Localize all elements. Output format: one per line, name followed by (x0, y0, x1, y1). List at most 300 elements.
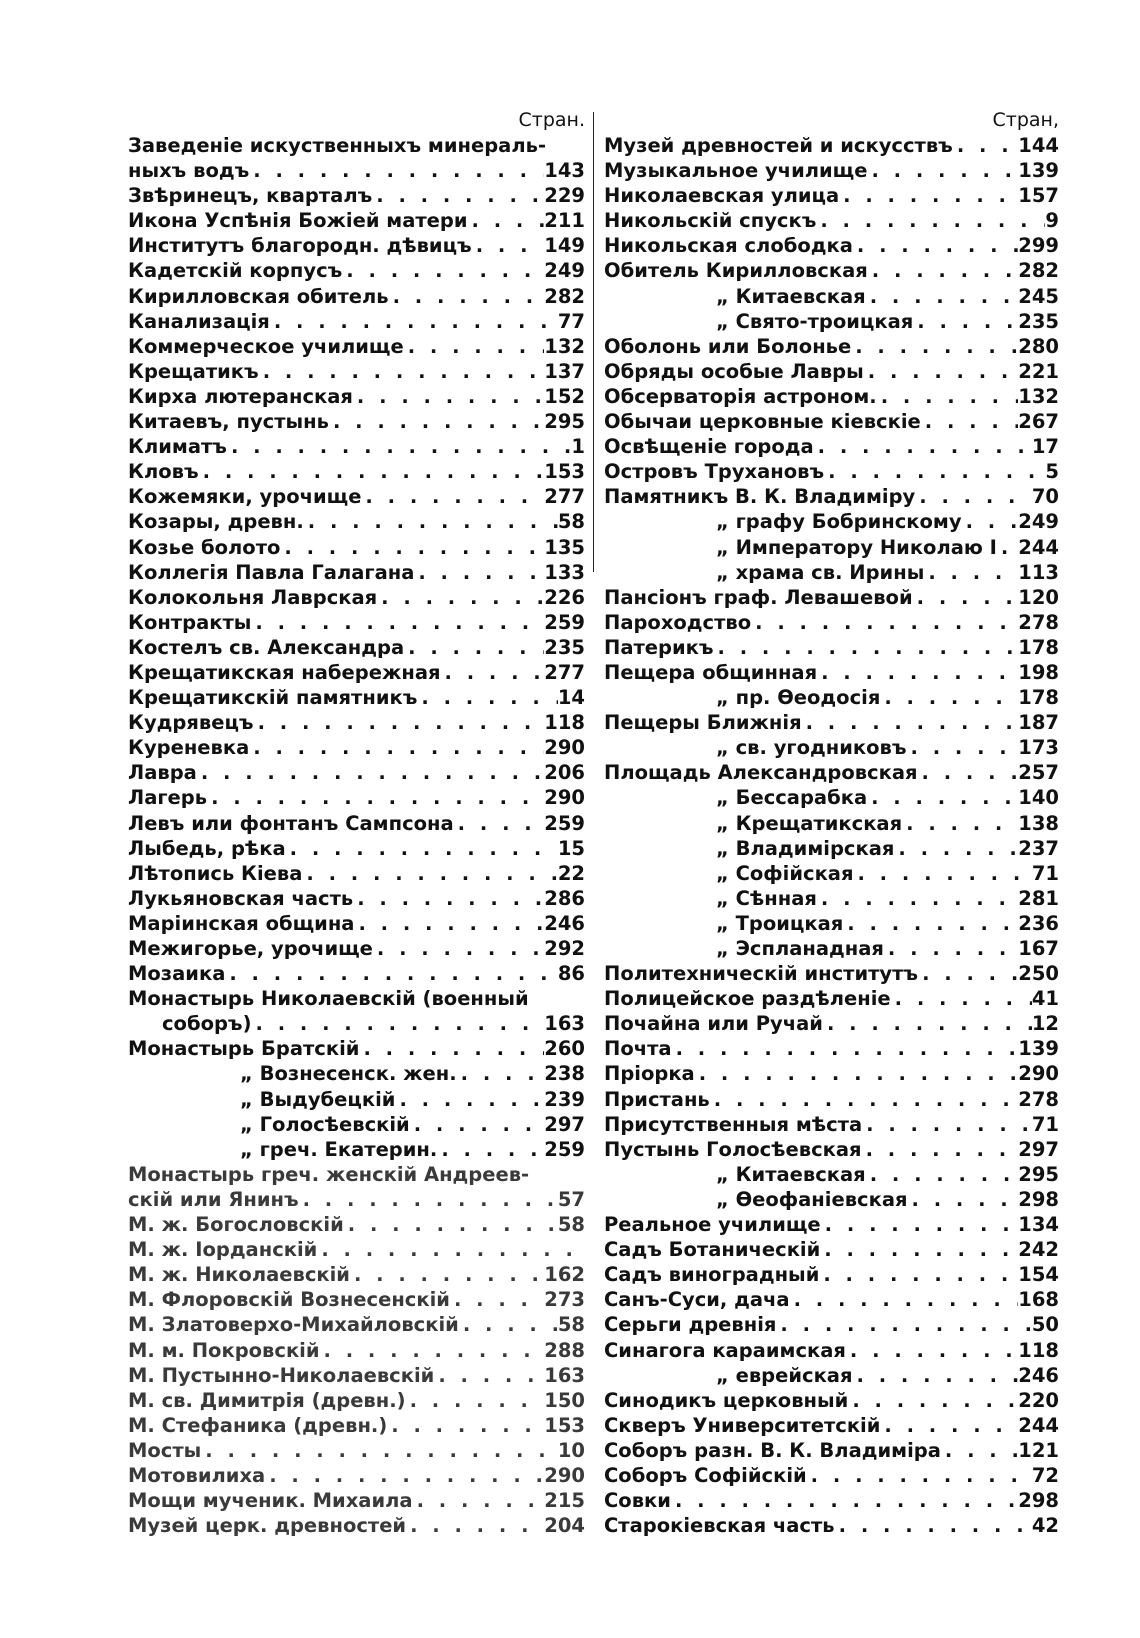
leader-dots (201, 1438, 558, 1463)
index-entry (604, 233, 1059, 258)
index-entry (604, 1036, 1059, 1061)
entry-page-number: 71 (1031, 1112, 1059, 1136)
entry-page-number: 246 (1018, 1363, 1059, 1387)
index-entry (128, 509, 585, 534)
leader-dots (344, 1212, 558, 1237)
index-entry (604, 1312, 1059, 1337)
entry-name: Кудрявецъ (128, 711, 254, 735)
leader-dots (819, 1262, 1018, 1287)
entry-name: „ Софійская (716, 861, 854, 885)
entry-name: „ храма св. Ирины (716, 560, 925, 584)
index-entry (128, 334, 585, 359)
entry-page-number: 50 (1031, 1313, 1059, 1337)
entry-name: Садъ Ботаническій (604, 1238, 821, 1262)
entry-name: М. ж. Богословскій (128, 1213, 344, 1237)
leader-dots (252, 1011, 545, 1036)
entry-name: Николаевская улица (604, 184, 840, 208)
index-entry (128, 635, 585, 660)
leader-dots (862, 1112, 1032, 1137)
entry-page-number: 215 (544, 1489, 585, 1513)
entry-page-number: 259 (544, 1137, 585, 1161)
leader-dots (880, 685, 1018, 710)
entry-page-number: 257 (1018, 761, 1059, 785)
index-entry (128, 610, 585, 635)
entry-name: Реальное училище (604, 1213, 821, 1237)
index-entry (128, 1513, 585, 1538)
leader-dots (199, 459, 545, 484)
index-entry (128, 1413, 585, 1438)
entry-name: Кадетскій корпусъ (128, 259, 343, 283)
index-entry (128, 1212, 585, 1237)
leader-dots (853, 861, 1031, 886)
entry-page-number: 138 (1018, 811, 1059, 835)
entry-name: Серьги древнія (604, 1313, 777, 1337)
index-entry (128, 1162, 585, 1187)
index-entry (604, 459, 1059, 484)
leader-dots (404, 635, 544, 660)
entry-page-number: 178 (1018, 635, 1059, 659)
entry-page-number: 167 (1018, 937, 1059, 960)
entry-name: Лагерь (128, 786, 208, 810)
entry-page-number: 260 (544, 1037, 585, 1061)
index-entry (128, 1187, 585, 1212)
entry-name: М. св. Димитрія (древн.) (128, 1388, 406, 1412)
leader-dots (354, 911, 544, 936)
entry-name: Лыбедь, рѣка (128, 836, 286, 860)
index-entry (604, 409, 1059, 434)
index-entry (604, 334, 1059, 359)
index-entry (604, 1112, 1059, 1137)
entry-name: Кожемяки, урочище (128, 485, 362, 509)
leader-dots (342, 258, 544, 283)
entry-page-number: 226 (544, 585, 585, 609)
index-entry (604, 1438, 1059, 1463)
entry-name: Коммерческое училище (128, 334, 404, 358)
entry-page-number: 162 (544, 1263, 585, 1287)
leader-dots (894, 836, 1018, 861)
entry-page-number: 134 (1018, 1213, 1059, 1237)
leader-dots (997, 535, 1018, 560)
entry-name: Козары, древн. (128, 510, 304, 534)
index-entry (128, 434, 585, 459)
entry-page-number: 278 (1018, 610, 1059, 634)
leader-dots (851, 334, 1018, 359)
entry-page-number: 14 (557, 686, 585, 710)
index-entry (128, 660, 585, 685)
entry-page-number: 273 (544, 1288, 585, 1312)
entry-page-number: 153 (544, 1413, 585, 1437)
index-entry (128, 1312, 585, 1337)
entry-page-number: 17 (1031, 435, 1059, 459)
entry-page-number: 290 (544, 736, 585, 760)
leader-dots (361, 484, 544, 509)
entry-page-number: 298 (1018, 1489, 1059, 1513)
leader-dots (302, 861, 557, 886)
entry-name: Освѣщеніе города (604, 435, 814, 459)
entry-name: М. Стефаника (древн.) (128, 1413, 388, 1437)
leader-dots (843, 911, 1018, 936)
index-entry (604, 183, 1059, 208)
leader-dots (270, 309, 558, 334)
entry-name: „ Крещатикская (716, 811, 903, 835)
entry-page-number: 246 (544, 911, 585, 935)
entry-page-number: 15 (557, 836, 585, 860)
leader-dots (389, 284, 545, 309)
leader-dots (953, 133, 1018, 158)
index-entry (128, 1112, 585, 1137)
leader-dots (817, 886, 1018, 911)
entry-name: „ Троицкая (716, 911, 844, 935)
leader-dots (884, 936, 1018, 961)
entry-page-number: 139 (1018, 1037, 1059, 1061)
entry-page-number: 288 (544, 1338, 585, 1362)
leader-dots (373, 936, 544, 961)
leader-dots (671, 1488, 1018, 1513)
entry-page-number: 198 (1018, 660, 1059, 684)
entry-page-number: 118 (544, 711, 585, 735)
leader-dots (695, 1061, 1019, 1086)
entry-name: Мосты (128, 1438, 202, 1462)
entry-page-number: 173 (1018, 736, 1059, 760)
entry-name: Заведеніе искуственныхъ минераль- (128, 134, 547, 157)
entry-name: Музей церк. древностей (128, 1514, 407, 1538)
entry-page-number: 221 (1018, 359, 1059, 383)
leader-dots (880, 1413, 1018, 1438)
index-entry (604, 1413, 1059, 1438)
entry-page-number: 178 (1018, 686, 1059, 710)
entry-page-number: 204 (544, 1514, 585, 1538)
entry-name: Кирилловская обитель (128, 284, 389, 308)
leader-dots (454, 811, 545, 836)
leader-dots (866, 1162, 1019, 1187)
index-entry (604, 1488, 1059, 1513)
index-entry (128, 484, 585, 509)
index-entry (604, 861, 1059, 886)
index-entry (128, 585, 585, 610)
entry-name: „ пр. Ѳеодосія (716, 686, 881, 710)
right-page-header: Стран, (992, 109, 1059, 131)
entry-page-number: 22 (557, 861, 585, 885)
leader-dots (249, 158, 544, 183)
entry-name: Монастырь Николаевскій (военный (128, 987, 529, 1011)
entry-page-number: 132 (544, 334, 585, 358)
entry-name: „ Эспланадная (716, 937, 884, 960)
entry-name: Климатъ (128, 435, 227, 459)
entry-name: Монастырь Братскій (128, 1037, 360, 1061)
entry-page-number: 168 (1018, 1288, 1059, 1312)
entry-page-number: 206 (544, 761, 585, 785)
entry-name: Политехническій институтъ (604, 962, 919, 986)
entry-name: Козье болото (128, 535, 281, 559)
entry-page-number: 237 (1018, 836, 1059, 860)
entry-name: Обитель Кирилловская (604, 259, 868, 283)
entry-name: Пристань (604, 1087, 710, 1111)
leader-dots (853, 1363, 1019, 1388)
entry-page-number: 277 (544, 660, 585, 684)
entry-page-number: 149 (544, 234, 585, 258)
entry-page-number: 153 (544, 460, 585, 484)
entry-page-number: 154 (1018, 1263, 1059, 1287)
entry-name: Синодикъ церковный (604, 1388, 849, 1412)
entry-name: Старокіевская часть (604, 1514, 835, 1538)
index-entry (128, 560, 585, 585)
leader-dots (790, 1287, 1019, 1312)
column-divider (593, 112, 594, 572)
entry-name: Обряды особые Лавры (604, 359, 864, 383)
leader-dots (417, 685, 557, 710)
entry-page-number: 118 (1018, 1338, 1059, 1362)
entry-name: Крещатикская набережная (128, 660, 441, 684)
entry-page-number: 150 (544, 1388, 585, 1412)
index-entry (128, 1287, 585, 1312)
leader-dots (251, 610, 544, 635)
entry-page-number: 77 (557, 309, 585, 333)
leader-dots (908, 1187, 1019, 1212)
entry-name: Кирха лютеранская (128, 384, 353, 408)
leader-dots (866, 284, 1019, 309)
index-entry (604, 1363, 1059, 1388)
index-entry (604, 158, 1059, 183)
leader-dots (848, 1388, 1018, 1413)
entry-name: „ Выдубецкій (240, 1087, 396, 1111)
leader-dots (304, 509, 558, 534)
left-index-list (128, 133, 585, 1538)
index-entry (604, 359, 1059, 384)
entry-page-number: 298 (1018, 1187, 1059, 1211)
left-page-header: Стран. (518, 109, 585, 131)
entry-name: „ св. угодниковъ (716, 736, 907, 760)
entry-page-number: 292 (544, 937, 585, 960)
leader-dots (372, 183, 544, 208)
entry-name: Пріорка (604, 1062, 695, 1086)
index-entry (604, 911, 1059, 936)
index-entry (128, 986, 585, 1011)
entry-name: Кловъ (128, 460, 199, 484)
index-entry (128, 158, 585, 183)
index-entry (128, 133, 585, 158)
leader-dots (672, 1036, 1019, 1061)
index-entry (604, 1162, 1059, 1187)
entry-name: Коллегія Павла Галагана (128, 560, 415, 584)
leader-dots (457, 1061, 545, 1086)
entry-page-number: 187 (1018, 711, 1059, 735)
entry-page-number: 157 (1018, 184, 1059, 208)
leader-dots (387, 1413, 544, 1438)
entry-name: Костелъ св. Александра (128, 635, 405, 659)
entry-name: „ Голосѣевскій (240, 1112, 410, 1136)
entry-name: Никольскій спускъ (604, 209, 817, 233)
entry-page-number: 286 (544, 886, 585, 910)
leader-dots (714, 635, 1019, 660)
entry-name: Межигорье, урочище (128, 937, 373, 960)
entry-page-number: 12 (1031, 1012, 1059, 1036)
leader-dots (459, 1312, 558, 1337)
entry-page-number: 152 (544, 384, 585, 408)
leader-dots (877, 384, 1019, 409)
entry-name: Почта (604, 1037, 672, 1061)
leader-dots (472, 233, 545, 258)
index-entry (604, 1087, 1059, 1112)
entry-page-number: 249 (544, 259, 585, 283)
entry-name: Музей древностей и искусствъ (604, 134, 953, 157)
entry-name: соборъ) (162, 1012, 252, 1036)
index-entry (128, 961, 585, 986)
index-entry (604, 1513, 1059, 1538)
entry-page-number: 42 (1031, 1514, 1059, 1538)
leader-dots (776, 1312, 1031, 1337)
entry-page-number: 281 (1018, 886, 1059, 910)
entry-name: Почайна или Ручай (604, 1012, 823, 1036)
index-entry (128, 1463, 585, 1488)
index-entry (128, 384, 585, 409)
entry-name: „ Бессарабка (716, 786, 868, 810)
index-entry (604, 1338, 1059, 1363)
entry-name: Соборъ разн. В. К. Владиміра (604, 1438, 941, 1462)
entry-name: ныхъ водъ (128, 159, 250, 183)
leader-dots (280, 535, 544, 560)
leader-dots (802, 710, 1019, 735)
index-entry (604, 1262, 1059, 1287)
entry-page-number: 299 (1018, 234, 1059, 258)
leader-dots (807, 1463, 1032, 1488)
entry-page-number: 259 (544, 811, 585, 835)
entry-page-number: 259 (544, 610, 585, 634)
index-entry (128, 1338, 585, 1363)
index-entry (604, 635, 1059, 660)
entry-page-number: 41 (1031, 987, 1059, 1011)
leader-dots (817, 660, 1018, 685)
index-entry (604, 133, 1059, 158)
entry-name: Оболонь или Болонье (604, 334, 852, 358)
leader-dots (814, 434, 1032, 459)
leader-dots (329, 409, 544, 434)
leader-dots (395, 1087, 544, 1112)
entry-page-number: 244 (1018, 535, 1059, 559)
index-entry (128, 811, 585, 836)
leader-dots (710, 1087, 1019, 1112)
index-entry (604, 1463, 1059, 1488)
entry-name: М. м. Покровскій (128, 1338, 320, 1362)
leader-dots (853, 233, 1018, 258)
leader-dots (891, 986, 1032, 1011)
index-entry (128, 911, 585, 936)
index-entry (604, 986, 1059, 1011)
leader-dots (820, 1237, 1018, 1262)
entry-name: Обычаи церковные кіевскіе (604, 410, 921, 434)
entry-name: Лавра (128, 761, 197, 785)
index-entry (128, 1262, 585, 1287)
entry-page-number: 282 (544, 284, 585, 308)
entry-page-number: 86 (557, 962, 585, 986)
entry-name: „ Сѣнная (716, 886, 817, 910)
entry-name: Садъ виноградный (604, 1263, 820, 1287)
entry-name: Звѣринецъ, кварталъ (128, 184, 373, 208)
entry-page-number: 297 (544, 1112, 585, 1136)
leader-dots (404, 334, 545, 359)
index-entry (604, 509, 1059, 534)
entry-page-number: 235 (1018, 309, 1059, 333)
entry-page-number: 238 (544, 1062, 585, 1086)
entry-page-number: 229 (544, 184, 585, 208)
index-entry (128, 1036, 585, 1061)
entry-page-number: 297 (1018, 1137, 1059, 1161)
leader-dots (835, 1513, 1032, 1538)
index-entry (128, 785, 585, 810)
leader-dots (225, 961, 558, 986)
entry-name: Пароходство (604, 610, 752, 634)
entry-name: Никольская слободка (604, 234, 853, 258)
index-entry (128, 233, 585, 258)
index-entry (604, 284, 1059, 309)
index-entry (604, 836, 1059, 861)
leader-dots (434, 1363, 544, 1388)
leader-dots (918, 961, 1018, 986)
leader-dots (410, 1112, 545, 1137)
entry-name: Соборъ Софійскій (604, 1463, 807, 1487)
index-entry (128, 208, 585, 233)
entry-page-number: 290 (1018, 1062, 1059, 1086)
entry-page-number: 244 (1018, 1413, 1059, 1437)
leader-dots (353, 886, 544, 911)
leader-dots (864, 359, 1019, 384)
entry-page-number: 135 (544, 535, 585, 559)
entry-name: „ Владимірская (716, 836, 895, 860)
entry-page-number: 132 (1018, 384, 1059, 408)
entry-page-number: 267 (1018, 410, 1059, 434)
right-index-list (604, 133, 1059, 1538)
index-entry (604, 1011, 1059, 1036)
index-entry (128, 309, 585, 334)
entry-name: Пансіонъ граф. Левашевой (604, 585, 913, 609)
entry-page-number: 120 (1018, 585, 1059, 609)
leader-dots (846, 1338, 1018, 1363)
index-entry (604, 735, 1059, 760)
entry-name: Лукьяновская часть (128, 886, 354, 910)
index-entry (128, 359, 585, 384)
entry-name: Лѣтопись Кіева (128, 861, 303, 885)
leader-dots (823, 1011, 1032, 1036)
index-entry (604, 258, 1059, 283)
entry-name: Икона Успѣнія Божіей матери (128, 209, 468, 233)
leader-dots (286, 836, 558, 861)
entry-page-number: 58 (557, 510, 585, 534)
entry-name: „ еврейская (716, 1363, 853, 1387)
leader-dots (941, 1438, 1018, 1463)
entry-name: скій или Янинъ (128, 1187, 299, 1211)
leader-dots (441, 660, 545, 685)
entry-name: „ греч. Екатерин. (240, 1137, 438, 1161)
leader-dots (377, 585, 544, 610)
entry-name: Обсерваторія астроном. (604, 384, 877, 408)
index-entry (604, 760, 1059, 785)
entry-name: М. Пустынно-Николаевскій (128, 1363, 435, 1387)
entry-name: Колокольня Лаврская (128, 585, 378, 609)
entry-name: Маріинская община (128, 911, 355, 935)
index-entry (604, 484, 1059, 509)
entry-page-number: 250 (1018, 962, 1059, 986)
entry-page-number: 70 (1031, 485, 1059, 509)
entry-name: Китаевъ, пустынь (128, 410, 329, 434)
entry-name: „ Китаевская (716, 284, 866, 308)
entry-page-number: 163 (544, 1363, 585, 1387)
entry-name: „ Вознесенск. жен. (240, 1062, 457, 1086)
index-entry (604, 811, 1059, 836)
leader-dots (249, 735, 544, 760)
entry-page-number: 235 (544, 635, 585, 659)
leader-dots (902, 811, 1018, 836)
index-entry (604, 660, 1059, 685)
entry-page-number: 140 (1018, 786, 1059, 810)
